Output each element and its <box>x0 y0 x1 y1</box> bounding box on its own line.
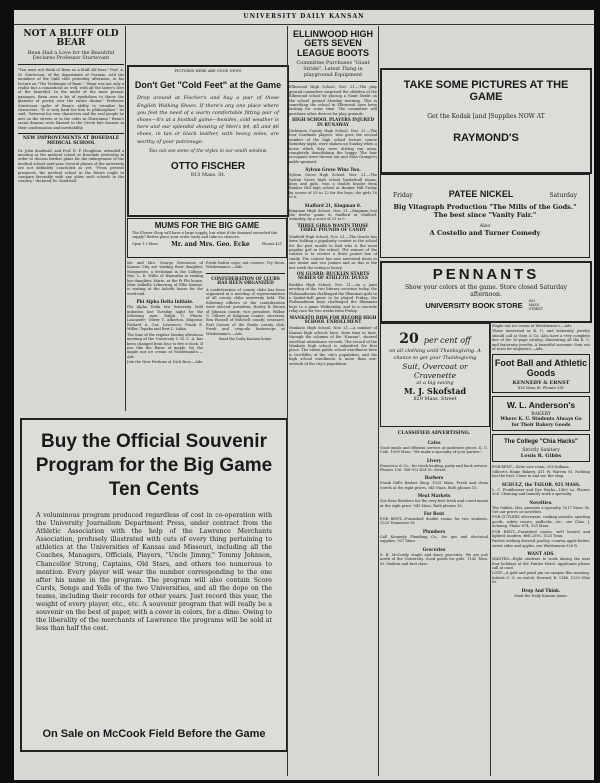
deck-ellinwood: Committee Purchases "Giant Stride", Latest Thing in playground Equipment <box>296 60 370 79</box>
classified-meat: Meat Markets <box>417 493 451 499</box>
ad-pennants-title: PENNANTS <box>432 266 540 283</box>
ad-mums-footer <box>128 241 286 248</box>
ad-anderson-title: W. L. Anderson's <box>506 400 576 411</box>
article-candy: Winfield High School, Nov. 21.—The Oracle has been holding a popularity contest in the school for the past month to find who is the most popular girl in the school. The winner of the contest is to receive a three pound box of candy. The contest has now narrowed down to one senior and two juniors and as this is the last week the voting is heavy. <box>289 234 377 270</box>
classified-cafes-text: Good meals and efficient service at moderate prices. K. U. Cafe, 1009 Mass. "We make a specialty of your parties." <box>380 445 488 455</box>
classified-groceries: Groceries <box>422 546 446 552</box>
column-right <box>492 323 590 776</box>
ad-chia-name: Louis R. Gibbs <box>520 452 562 459</box>
headline-mankato: MANKATO BIDS FOR RECORD HIGH SCHOOL ENROLLMENT <box>289 314 377 324</box>
masthead: UNIVERSITY DAILY KANSAN <box>14 10 594 25</box>
ad-pennants-body: Show your colors at the game. Store closed Saturday afternoon. <box>404 284 568 298</box>
ad-patee <box>380 174 590 258</box>
newspaper-page <box>14 10 594 780</box>
right-maple-note: Maple nut ice cream at Wiedemann's.—Adv. <box>492 324 573 328</box>
classified-head: CLASSIFIED ADVERTISING. <box>397 431 471 436</box>
butter-cups-note: Fresh butter cups, nut centers. Try them. Wiedemann's.—Adv. <box>206 261 285 270</box>
article-confederation: A confederation of county clubs has been organized at a meeting of representatives of all county clubs university held. The following officers of the confederation were elected: president, Harley R. Brown of Johnson county; vice president, Wilbur G. Gilbert of Kingman county; secretary, Ben Russell of Mitchell county; treasurer, Earl Carson of the Rooks county club. Fresh and crisp-ala buttercups at Wiedemann's.—Adv. <box>206 287 285 336</box>
article-ymca: The time of the regular Sunday afternoon meeting of the University Y. M. C. A. has been changed from four to five o'clock. If you like the flavor of maple, try the maple nut ice cream at Wiedemann's.—Adv. <box>127 332 203 359</box>
ad-anderson <box>492 396 590 431</box>
article-ellinwood: Ellinwood High School, Nov. 21.—The play ground committee surprised the children of the Ellinwood school by placing a Giant Stride on the school ground Monday morning. This is something the school in Ellinwood have been lacking for some time. The committee will purchase other devices for play grounds. <box>289 85 377 116</box>
ad-patee-body2: A Costello and Turner Comedy <box>429 229 541 237</box>
ad-program-headline: Buy the Official Souvenir Program for the Big Game Ten Cents <box>35 431 273 500</box>
ad-patee-header <box>381 175 589 199</box>
ad-chia-title: The College "Chia Hacks" <box>504 439 578 446</box>
right-want-ads: WANT ADS. <box>527 551 555 557</box>
headline-rosedale: NEW IMPROVEMENTS AT ROSEDALE MEDICAL SCHOOL <box>22 136 120 146</box>
article-rosedale: Dr. John Sundwall, and Prof. D. F. Houghton, attended a meeting at the medical school at Rosedale yesterday in order to discuss further plans for the enlargement of the medical school next year. Several phases of the university are not definitely concluded as yet. "From present prospects, the medical school in the future ought to compare favorably with any other such schools in the country," declared Dr. Sundwall. <box>18 148 124 184</box>
column-social <box>127 260 203 412</box>
column-1 <box>18 28 124 413</box>
classified-plumbers: Plumbers <box>422 528 446 534</box>
classified-cafes: Cafes <box>427 439 441 445</box>
ad-pennants-name: UNIVERSITY BOOK STORE <box>425 300 523 310</box>
ad-fischer-note: You can see some of the styles in our south window. <box>148 148 268 154</box>
ad-mums-name: Mr. and Mrs. Geo. Ecke <box>171 240 250 248</box>
classified-plumbers-text: Call Kennedy Plumbing Co., for gas and electrical supplies. 937 Mass. <box>380 534 488 544</box>
ad-football-title: Foot Ball and Athletic Goods <box>494 358 588 378</box>
divider <box>289 81 377 82</box>
column-classified <box>380 430 488 776</box>
perfume-note: Join the New Perfume at Dick Bros.—Adv. <box>127 360 203 365</box>
column-3 <box>289 28 377 776</box>
right-poultry: Parties wishing dressed poultry, country apple butter, sweet cider and apples, see Wiedemann 926 R. <box>492 539 590 548</box>
column-rule <box>287 26 288 776</box>
ad-program-footer: On Sale on McCook Field Before the Game <box>42 728 266 740</box>
right-schulz: SCHULZ, the TAILOR. 921 MASS. <box>501 481 581 487</box>
article-bluff-bear: "You must not think of Bean as a bluff old bear," Prof. A. M. Sturtevant, of the department of German, told the members of the Quill club yesterday afternoon, in his lecture on "The Technique of Bean." "Bean was not only a realist but a romanticist as well, with all the latter's love of the beautiful. In the midst of the most prosaic passages, Bean uses a bit of symbolism to throw the glamour of poetry over the entire drama." Professor Sturtevant spoke of Bean's ability to visualize his characters. "It is very hard for him to philosophize," he said, "between his own characters and the real people he met on the streets or in the cafes in Christiania." Bean's social dramas were likened to the Greek fate dramas in their condensation and inevitability. <box>18 68 124 130</box>
ad-skofstad-items: Suit, Overcoat or Cravenette <box>402 362 468 380</box>
headline-sylvan: Sylvan Grove Wins Two. <box>305 167 361 173</box>
ad-fischer-name: OTTO FISCHER <box>170 160 246 172</box>
headline-stafford: Stafford 21, Kingman 0. <box>304 202 362 208</box>
ad-patee-name: PATEE NICKEL <box>448 189 514 199</box>
classified-rent-text: FOR RENT—Furnished double rooms for two students. 1325 Tennessee St. <box>380 517 488 526</box>
divider <box>18 64 124 65</box>
ad-mums-right: Phones 421 <box>261 242 282 247</box>
right-jewelry-note: Those interested in K. U. and fraternity jewelry should call at Gray & Co. Also have a very complete line of the 10-page catalog, illustrating all the K. U. and fraternity jewelry. A beautiful souvenir. Sent out of town for enquirers.—Adv. <box>492 329 590 352</box>
right-wanted: WANTED—Eight students to work during the next four holidays at the Fairlee Hotel. Applicants please call at once. <box>492 557 590 571</box>
ad-skofstad-big: 20 <box>399 331 419 347</box>
ad-football-addr: 826 Mass St. Phones 581 <box>517 386 565 391</box>
right-drop-think: Drop And Think. <box>521 587 561 593</box>
headline-confederation: CONFEDERATION OF CLUBS HAS BEEN ORGANIZED <box>211 275 280 286</box>
headline-bucklin: ON GUARD: BUCKLIN STARTS SERIES OF ATHLETIC DUELS <box>296 270 370 281</box>
ad-raymonds <box>380 68 592 174</box>
divider <box>18 133 124 134</box>
ad-patee-also: Also <box>479 223 491 229</box>
article-stafford: Kingman High School, Nov. 21.—Kingman lost the twelve game to Stafford at Stafford, Saturday, by a score of 21 to 0. <box>289 208 377 222</box>
ad-raymonds-name: RAYMOND'S <box>453 132 519 145</box>
classified-livery: Livery <box>426 457 442 463</box>
headline-bluff-bear: NOT A BLUFF OLD BEAR <box>23 29 119 49</box>
classified-rent: For Rent <box>423 511 445 517</box>
send-kansan-home: Send the Daily Kansan home. <box>218 337 273 342</box>
headline-ellinwood: ELLINWOOD HIGH GETS SEVEN LEAGUE BOOTS <box>293 29 373 58</box>
ad-skofstad-addr: 829 Mass. Street <box>413 396 457 402</box>
ad-souvenir-program <box>20 418 288 752</box>
ad-skofstad-tail: at a big saving <box>416 380 454 386</box>
ad-program-body: A voluminous program produced regardless of cost in co-operation with the University Journalism Department Press, under contract from the Athletic Association with the help of the Lawrence Merchants Association, profusely illustrated with cuts of every thing pertaining to athletics at the Universities of Kansas and Missouri, including all the Coaches, Managers, Officials, Players, "Uncle Jimmy," Tommy Johnson, Chancellor Strong, Captains, Old Stars, and others too numerous to mention. Every player will wear the number corresponding to the one after his name in the program. The program will also contain Score Cards, Songs and Yells of the two Universities, and all the dope on the teams, including their records for other years. Just record this year, the weight of every player, etc., etc. A souvenir program that will really be a souvenir on the best of paper, with a cover in colors, for a dime. Owing to the liberality of the merchants of Lawrence the programs will be sold at less than half the cost. <box>36 512 272 633</box>
right-novelties-head: Novelties. <box>529 499 553 505</box>
classified-livery-text: Francisco & Co., for truck hauling, party and hack service. Phones 136. 908-912-814 Vt. Street. <box>380 463 488 473</box>
ad-patee-body: Big Vitagraph Production "The Mills of the Gods." The best since "Vanity Fair." <box>393 203 577 219</box>
ad-pennants <box>380 261 592 323</box>
classified-barbers-text: Frank Diff's Barber Shop, 1025 Mass. Fresh and clean towels at the right prices. 941 Mass. Both phones 15. <box>380 481 488 490</box>
ad-mums-title: MUMS FOR THE BIG GAME <box>154 221 260 230</box>
headline-phi-alpha: Phi Alpha Delta Initiate. <box>136 299 194 305</box>
ad-chia-hacks <box>492 434 590 461</box>
column-rule <box>125 26 126 411</box>
ad-skofstad <box>380 323 490 427</box>
ad-fischer-headline: Don't Get "Cold Feet" at the Game <box>134 80 282 90</box>
ad-mums-left: Open 1-2 Mass. <box>132 242 159 247</box>
divider <box>206 273 285 274</box>
classified-barbers: Barbers <box>424 475 444 481</box>
article-mankato: Mankato High School, Nov. 21.—A number of Kansas high schools have, from time to time, through the columns of the "Kansan", showed excellent attendance records. The record of the Mankato high school is submitted for first place. The entire public school enrollment here is two-fifths of the city's population, and the high school enrollment is more than one-seventh of the city's population. <box>289 326 377 366</box>
ad-football <box>492 354 590 393</box>
ad-pennants-addr: 803 MASS. STREET <box>528 299 543 311</box>
ad-raymonds-body: Get the Kodak [and ]Supplies NOW AT <box>427 113 545 121</box>
ad-mums <box>127 218 287 258</box>
ad-pennants-footer <box>382 299 590 311</box>
article-runaway: Dickinson County High School, Nov. 21.—The four Cardinals players, who gave the second number of the high school lecture course Saturday night, were shaken up Sunday when a horse which they were driving ran away, completely demolishing the buggy. The four occupants were thrown out and Miss Granger's ankle sprained. <box>289 128 377 164</box>
right-lost: LOST—A gold and pearl pin on campus this morning. Initials G. O. on watch. Reward, B. 1146, 1220 Ohio St. <box>492 571 590 585</box>
ad-football-name: KENNEDY & ERNST <box>512 380 570 387</box>
column-rule <box>490 323 491 776</box>
ad-mums-body: The Flower Shop will have a large supply, but what if the demand exceeded the supply? Better place your order early and take no chances. <box>132 231 278 240</box>
ad-skofstad-off: per cent off <box>423 336 471 345</box>
column-rule <box>378 26 379 776</box>
deck-bluff-bear: Bean Had a Love for the Beautiful Declares Professor Sturtevant <box>27 49 115 62</box>
ad-fischer-address: 813 Mass. St. <box>190 171 226 178</box>
ad-skofstad-header <box>381 328 489 347</box>
classified-groceries-text: S. H. McCurdy, staple and fancy groceries. We are just north of the University. Good goods for girls, 1142 Tenn. St. Modern and first class. <box>380 552 488 566</box>
ad-patee-day2: Saturday <box>549 192 577 199</box>
social-notes: Mr. and Mrs. George Stevenson of Kansas City are visiting their daughter, Marguerite, a freshman in the College. Mrs. L. D. Willis of Hiawatha is visiting her daughter, Marie, at the Pi Phi house. Miss Isabella Lelmering of Ellis Kansas, is visiting at the Acheth house for the week-end. <box>127 261 203 296</box>
ad-skofstad-name: M. J. Skofstad <box>403 386 467 396</box>
right-dye-works: L. C. Funkhouser and Dye Works—1400 La. Phones 508. Cleaning and laundry work a specialty. <box>492 487 590 497</box>
right-cutlery: FOR CUTLERY, silverware, cooking utensils, sporting goods, safety razors, padlocks, etc., see Chas. J. Achning. Phone 674, 923 Mass. <box>492 515 590 529</box>
ad-skofstad-body: on all clothing until Thanksgiving. A chance to get your Thanksgiving <box>389 348 481 361</box>
classified-meat-text: Zoe Ross Brothers for the very best fresh and cured meats at the right price. 943 Mass. Both phones 15. <box>380 499 488 508</box>
ad-chia-sub: Strictly Sanitary <box>522 447 560 453</box>
ad-fischer-top: PICTURES HERE ARE GOOD NEWS <box>174 69 242 73</box>
ad-raymonds-title: TAKE SOME PICTURES AT THE GAME <box>403 79 569 103</box>
right-send-home: Send the Daily Kansan home. <box>514 593 568 598</box>
article-bucklin: Bucklin High School, Nov. 21.—As a joint meeting of the two literary societies today, the Philomatheans challenged the Illuminati girls to a basket-ball game to be played Friday; the Philomathean boys challenged the Illuminati boys to a game Wednesday, and to a one-mile relay race for two weeks from Friday. <box>289 282 377 314</box>
headline-runaway: HIGH SCHOOL PLAYERS INJURED IN RUNAWAY <box>292 117 374 127</box>
ad-fischer <box>127 65 289 217</box>
ad-fischer-body: Drop around at Fischer's and buy a pair of those English Walking Shoes. If there's any one place where you feel the need of a warm comfortable fitting pair of shoes—it's at a football game—besides, cold weather is here and our splendid showing of Men's $4, $5 and $6 shoes, in tan or black leather, with heavy soles, are worthy of your patronage. <box>137 95 279 145</box>
ad-anderson-body: Where K. U. Students Always Go for Their Bakery Goods <box>500 417 582 428</box>
right-rent-2: FOR RENT—Furnished rooms, well heated and lighted; modern. Bell 2593, 1525 Tenn. <box>492 529 590 538</box>
article-sylvan: Sylvan Grove High School, Nov. 21.—The Sylvan Grove high school basketball teams, boys and girls, won a double header from Bunker Hill high school at Bunker Hill Friday by scores of 33 to 12 for the boys; the girls 16 to 6. <box>289 173 377 200</box>
right-bakery: Gilbert's Home Bakery, 411 W. Warren St. Nothing but the best. Come in and see the shop. <box>492 469 590 479</box>
headline-candy: THREE GIRLS WANTS THOSE THREE POUNDS OF CANDY <box>297 222 369 233</box>
right-gables: The Gables, Mrs. presents a specialty. 1017 Mass. St. Get our prices on novelties. <box>492 505 590 514</box>
right-rent-1: FOR RENT—Suite nice room, 208 Indiana. <box>492 464 570 469</box>
ad-patee-day: Friday <box>393 192 413 199</box>
ad-anderson-sub: BAKERY <box>531 412 551 418</box>
article-phi-alpha: Phi Alpha Delta law fraternity held initiation last Tuesday night for the following men: Ralph U. Pfoutz, Lancaster; Oliver T. Atherton, Emporia; Richard A. Cox, Lawrence; Frank E. Miller, Topeka and Bert L. Lakin. <box>127 305 203 332</box>
column-confederation <box>206 260 285 412</box>
